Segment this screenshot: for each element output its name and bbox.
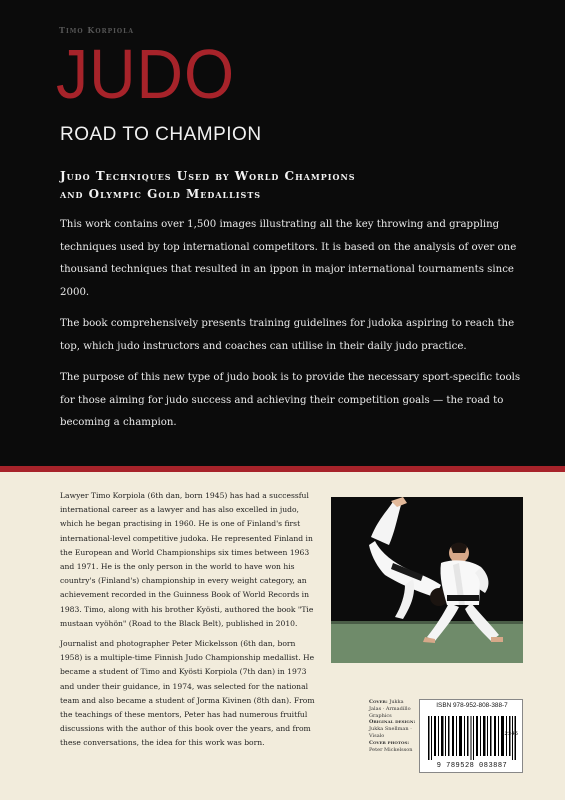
barcode-bars <box>428 716 516 760</box>
blurb-paragraph: The book comprehensively presents training guidelines for judoka aspiring to reach the top, which judo instructors and coaches can utilise in their daily judo practice. <box>60 318 515 352</box>
blurb-paragraph: The purpose of this new type of judo book is to provide the necessary sport-specific tools for those aiming for judo success and achieving their competition goals — the road to becoming a champion. <box>60 372 521 428</box>
author-bio <box>60 489 318 757</box>
book-title: JUDO <box>56 35 235 113</box>
judo-photo-illustration <box>331 497 523 663</box>
credit-value: Jukka Snellman · Visalo <box>369 726 412 739</box>
tagline-line: and Olympic Gold Medallists <box>60 187 262 201</box>
credit-cover <box>369 699 416 719</box>
book-subtitle: ROAD TO CHAMPION <box>60 124 262 145</box>
credit-original-design <box>369 719 416 739</box>
judo-throw-photo <box>331 497 523 663</box>
price-code: 12345 <box>501 730 518 737</box>
credit-label: Cover photos: <box>369 739 410 746</box>
cover-credits <box>369 699 416 753</box>
tagline-line: Judo Techniques Used by World Champions <box>60 169 356 183</box>
bio-paragraph: Lawyer Timo Korpiola (6th dan, born 1945) has had a successful international career as a lawyer and has also excelled in judo, which he began practising in 1960. He is one of Finland's first international-level competitive judoka. He represented Finland in the European and World Championships six times between 1963 and 1971. He is the only person in the world to have won his country's (Finland's) championship in every weight category, an achievement recorded in the Guinness Book of World Records in 1983. Timo, along with his brother Kyösti, authored the book "Tie mustaan vyöhön" (Road to the Black Belt), published in 2010. <box>60 491 314 628</box>
tagline <box>60 167 530 203</box>
blurb <box>60 214 530 444</box>
credit-value: Peter Mickelsson <box>369 746 413 753</box>
bio-paragraph: Journalist and photographer Peter Mickelsson (6th dan, born 1958) is a multiple-time Finnish Judo Championship medallist. He became a student of Timo and Kyösti Korpiola (7th dan) in 1973 and under their guidance, in 1974, was selected for the national team and also became a student of Jorma Kivinen (8th dan). From the teachings of these mentors, Peter has had numerous fruitful discussions with the author of this book over the years, and from these conversations, the idea for this work was born. <box>60 639 315 748</box>
credit-value: Jukka Jalas · Armadillo Graphics <box>369 699 411 719</box>
blurb-paragraph: This work contains over 1,500 images illustrating all the key throwing and grappling techniques used by top international competitors. It is based on the analysis of over one thousand techniques that resulted in an ippon in major international tournaments since 2000. <box>60 219 517 298</box>
credit-label: Cover: <box>369 699 388 705</box>
isbn-text: ISBN 978-952-808-388-7 <box>436 702 508 709</box>
barcode <box>419 699 523 773</box>
ean-number: 9 789528 083887 <box>436 762 508 770</box>
credit-photos <box>369 740 416 754</box>
author-name: Timo Korpiola <box>59 25 134 35</box>
credit-label: Original design: <box>369 719 416 726</box>
